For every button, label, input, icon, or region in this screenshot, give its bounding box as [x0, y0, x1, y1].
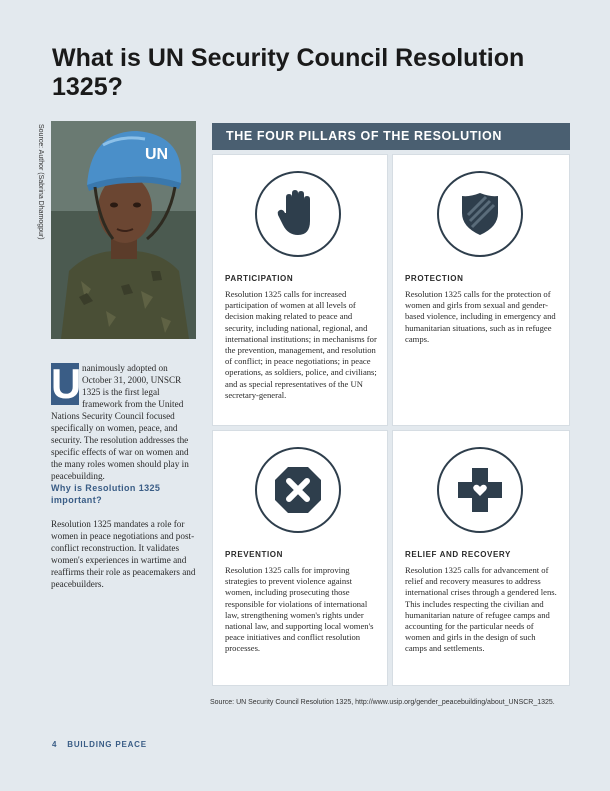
- stop-x-icon: [255, 447, 341, 533]
- pillar-participation: [212, 154, 388, 426]
- relief-heading: RELIEF AND RECOVERY: [405, 550, 511, 559]
- raised-hand-icon: [255, 171, 341, 257]
- pillar-prevention: [212, 430, 388, 686]
- relief-body: Resolution 1325 calls for advancement of relief and recovery measures to address international crises through a gendered lens. This includes respecting the civilian and humanitarian nature of refugee camps and accounting for the particular needs of women and girls in the design of such camps and settlements.: [405, 565, 557, 654]
- page-title: What is UN Security Council Resolution 1325?: [52, 44, 525, 101]
- pillars-banner: THE FOUR PILLARS OF THE RESOLUTION: [212, 123, 570, 150]
- medical-cross-heart-icon: [437, 447, 523, 533]
- photo-credit: Source: Author (Sabrina Dhamogpur): [37, 124, 44, 240]
- participation-body: Resolution 1325 calls for increased participation of women at all levels of decision making related to peace and security, including national, regional, and international institutions; in mechanisms for the prevention, management, and resolution of conflict; in peace negotiations; in peace operations, as soldiers, police, and civilians; and as special representatives of the UN secretary-general.: [225, 289, 377, 400]
- source-note: Source: UN Security Council Resolution 1325, http://www.usip.org/gender_peacebuilding/about_UNSCR_1325.: [210, 699, 555, 706]
- peacekeeper-photo: [51, 121, 196, 339]
- helmet-un-text: UN: [145, 146, 169, 163]
- participation-heading: PARTICIPATION: [225, 274, 294, 283]
- pillar-relief-recovery: [392, 430, 570, 686]
- prevention-heading: PREVENTION: [225, 550, 284, 559]
- intro-paragraph: [51, 362, 197, 482]
- prevention-body: Resolution 1325 calls for improving strategies to prevent violence against women, including prosecuting those responsible for violations of international law, strengthening women's rights under national law, and supporting local women's peace initiatives and conflict resolution processes.: [225, 565, 374, 654]
- why-body: Resolution 1325 mandates a role for women in peace negotiations and post-conflict reconstruction. It validates women's experiences in wartime and reaffirms their role as peacemakers and peacebuilders.: [51, 519, 196, 589]
- intro-dropcap: U: [51, 360, 82, 407]
- protection-body: Resolution 1325 calls for the protection of women and girls from sexual and gender-based violence, including in emergency and humanitarian situations, such as in refugee camps.: [405, 289, 556, 344]
- intro-text: nanimously adopted on October 31, 2000, UNSCR 1325 is the first legal framework from the United Nations Security Council focused specifically on women, peace, and security. The resolution addresses the specific effects of war on women and the many roles women should play in peacebuilding.: [51, 363, 189, 481]
- why-heading: Why is Resolution 1325 important?: [51, 483, 161, 505]
- footer-section: BUILDING PEACE: [67, 740, 147, 749]
- pillar-protection: [392, 154, 570, 426]
- shield-icon: [437, 171, 523, 257]
- peacekeeper-illustration: [51, 121, 196, 339]
- page-number: 4: [52, 740, 58, 749]
- protection-heading: PROTECTION: [405, 274, 464, 283]
- page-footer: [52, 740, 147, 749]
